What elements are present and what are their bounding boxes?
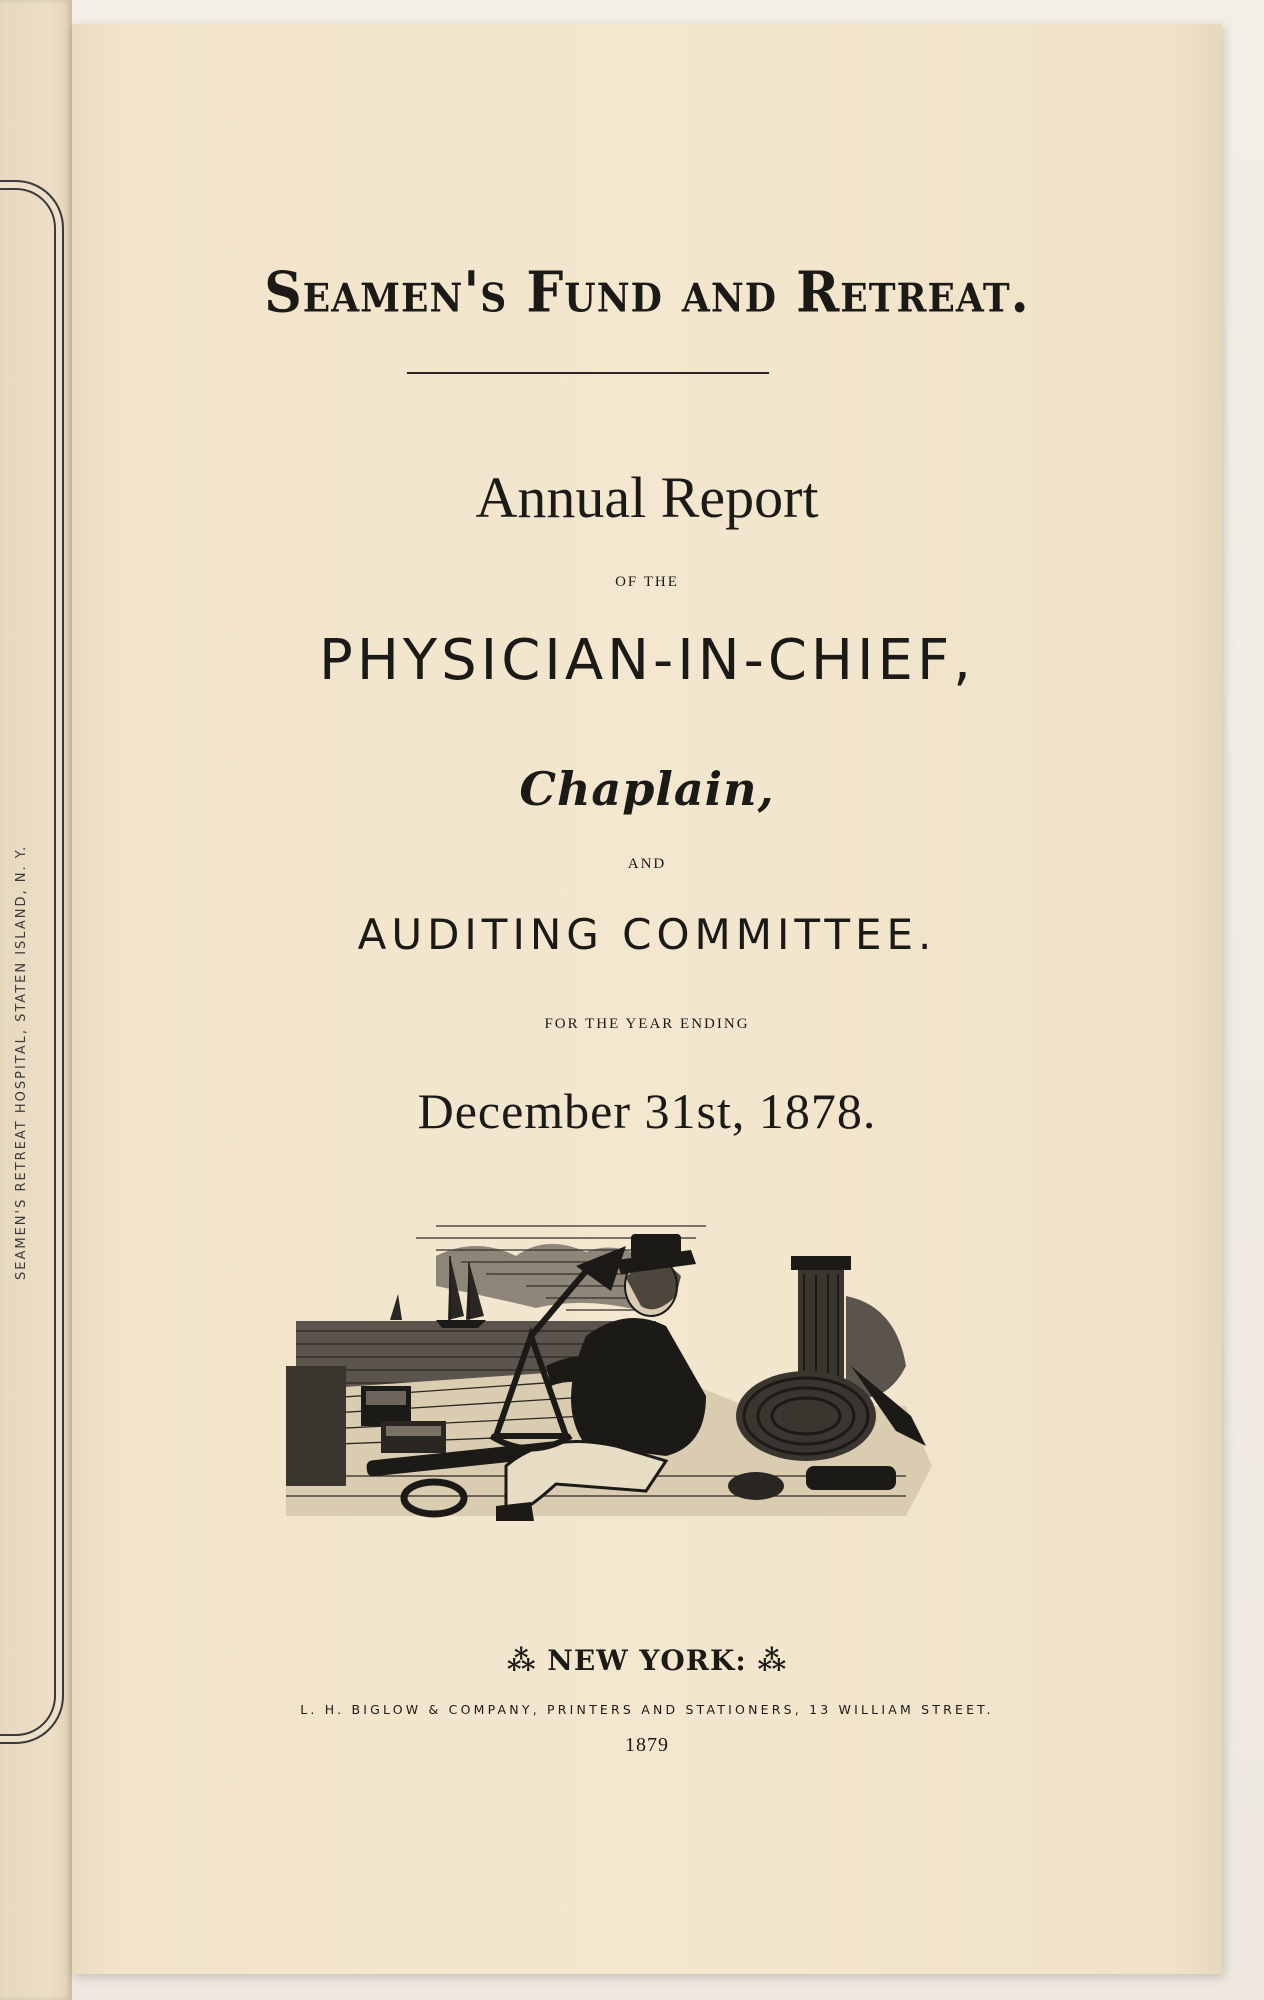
city-name: NEW YORK: bbox=[547, 1644, 747, 1677]
organization-title: Seamen's Fund and Retreat. bbox=[264, 259, 1030, 326]
committee-heading: AUDITING COMMITTEE. bbox=[357, 910, 937, 959]
back-cover-frame bbox=[0, 180, 64, 1744]
report-date: December 31st, 1878. bbox=[417, 1083, 877, 1139]
publication-city bbox=[72, 1644, 1222, 1677]
report-title: Annual Report bbox=[475, 465, 819, 530]
ornament-right-icon: ⁂ bbox=[746, 1644, 788, 1677]
publication-year: 1879 bbox=[625, 1734, 669, 1756]
title-page-content bbox=[72, 24, 1222, 1974]
of-the-text: OF THE bbox=[615, 574, 679, 590]
chaplain-heading: Chaplain, bbox=[519, 762, 775, 816]
and-text: AND bbox=[627, 856, 667, 872]
ornament-left-icon: ⁂ bbox=[506, 1644, 548, 1677]
sailor-vignette-illustration bbox=[286, 1216, 932, 1564]
spine-label: SEAMEN'S RETREAT HOSPITAL, STATEN ISLAND, N. Y. bbox=[14, 844, 29, 1280]
back-cover-edge bbox=[0, 0, 72, 2000]
title-rule bbox=[407, 372, 769, 374]
physician-heading: PHYSICIAN-IN-CHIEF, bbox=[319, 628, 975, 693]
spine-label-wrapper bbox=[14, 844, 44, 1290]
year-ending-text: FOR THE YEAR ENDING bbox=[544, 1016, 750, 1032]
printer-imprint: L. H. BIGLOW & COMPANY, PRINTERS AND STATIONERS, 13 WILLIAM STREET. bbox=[300, 1702, 994, 1717]
